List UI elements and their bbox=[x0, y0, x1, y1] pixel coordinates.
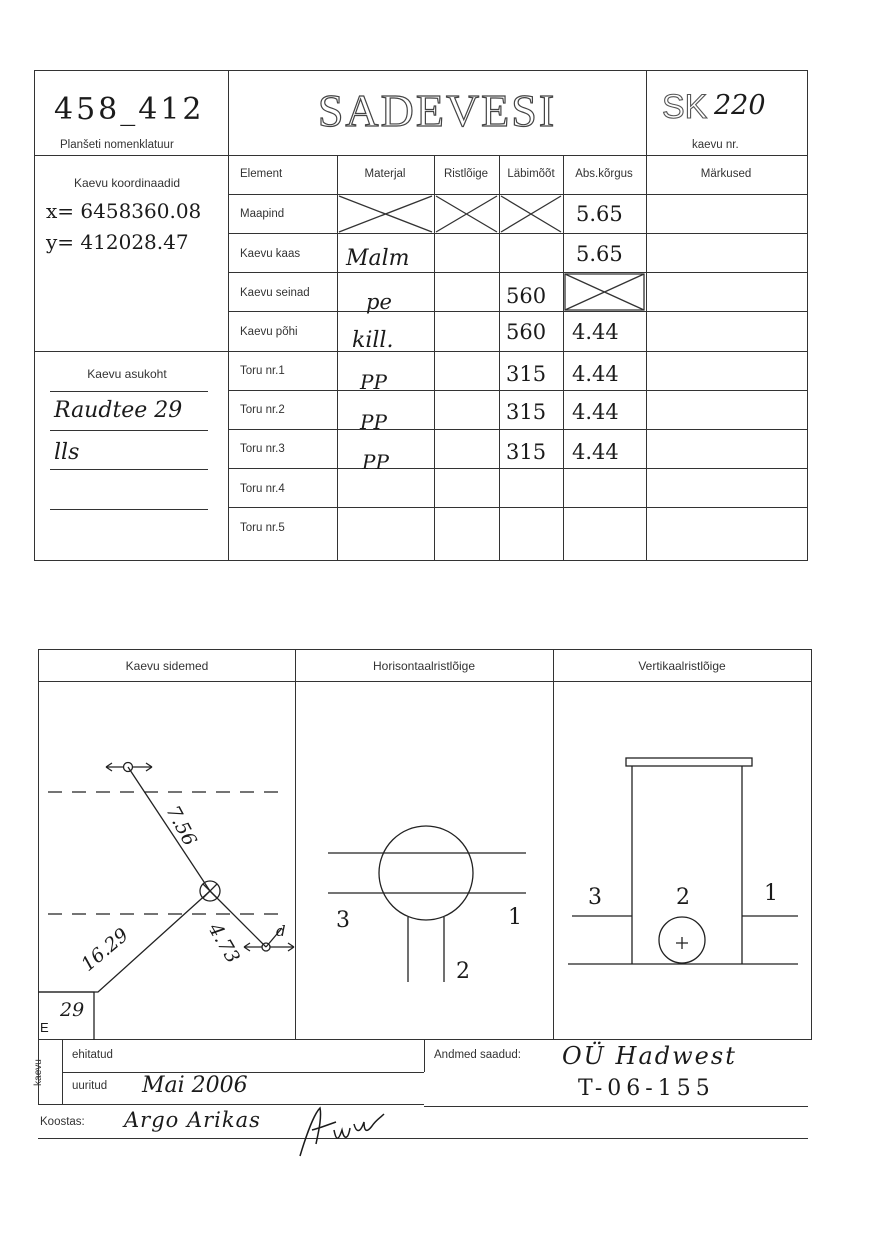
nomenclature-value: 458_412 bbox=[54, 92, 205, 127]
row-element-9: Toru nr.5 bbox=[240, 522, 285, 534]
manhole-cover bbox=[626, 758, 752, 766]
corner-letter: E bbox=[40, 1020, 49, 1035]
cross-maapind-diameter bbox=[501, 196, 561, 232]
row-2-abs-height: 5.65 bbox=[576, 242, 623, 266]
col-header-material: Materjal bbox=[364, 168, 406, 180]
coordinates-label: Kaevu koordinaadid bbox=[73, 176, 181, 190]
vertical-label-2: 2 bbox=[676, 885, 690, 910]
top-arrow-right bbox=[133, 763, 152, 771]
well-number-label: kaevu nr. bbox=[692, 139, 739, 151]
row-2-material: Malm bbox=[346, 246, 410, 271]
row-1-abs-height: 5.65 bbox=[576, 202, 623, 226]
signature bbox=[290, 1100, 400, 1162]
manhole-circle bbox=[379, 826, 473, 920]
corner-number: 29 bbox=[60, 999, 85, 1021]
row-3-diameter: 560 bbox=[506, 284, 547, 308]
row-5-abs-height: 4.44 bbox=[572, 362, 619, 386]
manhole-shaft bbox=[632, 766, 742, 964]
col-header-element: Element bbox=[240, 168, 283, 180]
footer-data-from-value: OÜ Hadwest bbox=[562, 1042, 737, 1070]
row-element-1: Maapind bbox=[240, 208, 285, 220]
footer-surveyed-value: Mai 2006 bbox=[142, 1073, 248, 1098]
connections-drawing bbox=[38, 682, 295, 1040]
row-5-diameter: 315 bbox=[506, 362, 547, 386]
coordinate-x: x= 6458360.08 bbox=[46, 199, 202, 223]
well-number-prefix-text: SK bbox=[662, 88, 708, 126]
section-title-horizontal: Horisontaalristlõige bbox=[372, 659, 476, 673]
section-title-vertical: Vertikaalristlõige bbox=[638, 659, 726, 673]
col-header-abs-height: Abs.kõrgus bbox=[575, 168, 633, 180]
location-label: Kaevu asukoht bbox=[87, 367, 167, 381]
location-line-2: lls bbox=[54, 440, 80, 465]
row-element-7: Toru nr.3 bbox=[240, 443, 285, 455]
footer-data-from-label: Andmed saadud: bbox=[434, 1049, 521, 1061]
pipe-to-top bbox=[128, 767, 210, 891]
row-4-material: kill. bbox=[352, 328, 394, 353]
vertical-label-3: 3 bbox=[588, 885, 602, 910]
col-header-diameter: Läbimõõt bbox=[507, 168, 555, 180]
horizontal-section-drawing bbox=[296, 682, 553, 1040]
row-element-2: Kaevu kaas bbox=[240, 248, 301, 260]
horizontal-label-1: 1 bbox=[508, 905, 522, 930]
row-5-material: PP bbox=[360, 370, 387, 394]
row-7-abs-height: 4.44 bbox=[572, 440, 619, 464]
horizontal-label-2: 2 bbox=[456, 959, 470, 984]
row-element-5: Toru nr.1 bbox=[240, 365, 285, 377]
row-6-abs-height: 4.44 bbox=[572, 400, 619, 424]
vertical-section-drawing bbox=[554, 682, 811, 1040]
row-6-diameter: 315 bbox=[506, 400, 547, 424]
row-7-material: PP bbox=[362, 450, 389, 474]
cross-maapind-cross-section bbox=[436, 196, 497, 232]
row-element-3: Kaevu seinad bbox=[240, 287, 310, 299]
dist-right-label: 4.73 bbox=[203, 919, 244, 968]
footer-data-from-code: T-06-155 bbox=[578, 1076, 715, 1101]
pipe-mark-right: d bbox=[276, 922, 286, 940]
form-title-text: SADEVESI bbox=[317, 85, 557, 136]
dist-left-label: 16.29 bbox=[77, 924, 133, 976]
row-4-diameter: 560 bbox=[506, 320, 547, 344]
row-7-diameter: 315 bbox=[506, 440, 547, 464]
nomenclature-label: Planšeti nomenklatuur bbox=[60, 139, 174, 151]
dist-up-label: 7.56 bbox=[161, 802, 201, 850]
row-4-abs-height: 4.44 bbox=[572, 320, 619, 344]
row-element-4: Kaevu põhi bbox=[240, 326, 298, 338]
manhole-cross bbox=[203, 884, 217, 898]
vertical-label-1: 1 bbox=[764, 881, 778, 906]
row-3-material: pe bbox=[366, 290, 392, 314]
horizontal-label-3: 3 bbox=[336, 908, 350, 933]
section-title-connections: Kaevu sidemed bbox=[125, 659, 209, 673]
right-arrow-right bbox=[270, 943, 294, 951]
crossed-out-cells bbox=[0, 0, 872, 600]
col-header-notes: Märkused bbox=[700, 168, 752, 180]
right-arrow-left bbox=[244, 943, 262, 951]
cross-walls-abs-height bbox=[565, 274, 644, 310]
bottom-pipe-plus bbox=[676, 937, 688, 949]
coordinate-y: y= 412028.47 bbox=[46, 230, 189, 254]
location-line-1: Raudtee 29 bbox=[54, 398, 183, 423]
cross-maapind-material bbox=[339, 196, 432, 232]
row-element-6: Toru nr.2 bbox=[240, 404, 285, 416]
top-arrow-left bbox=[106, 763, 123, 771]
footer-compiled-value: Argo Arikas bbox=[124, 1108, 261, 1132]
col-header-cross-section: Ristlõige bbox=[443, 168, 489, 180]
footer-compiled-label: Koostas: bbox=[40, 1116, 85, 1128]
well-number-value: 220 bbox=[714, 90, 766, 121]
row-element-8: Toru nr.4 bbox=[240, 483, 285, 495]
footer-surveyed-label: uuritud bbox=[72, 1080, 108, 1092]
footer-built-label: ehitatud bbox=[72, 1049, 113, 1061]
row-6-material: PP bbox=[360, 410, 387, 434]
footer-vertical-label: kaevu bbox=[32, 1059, 44, 1086]
